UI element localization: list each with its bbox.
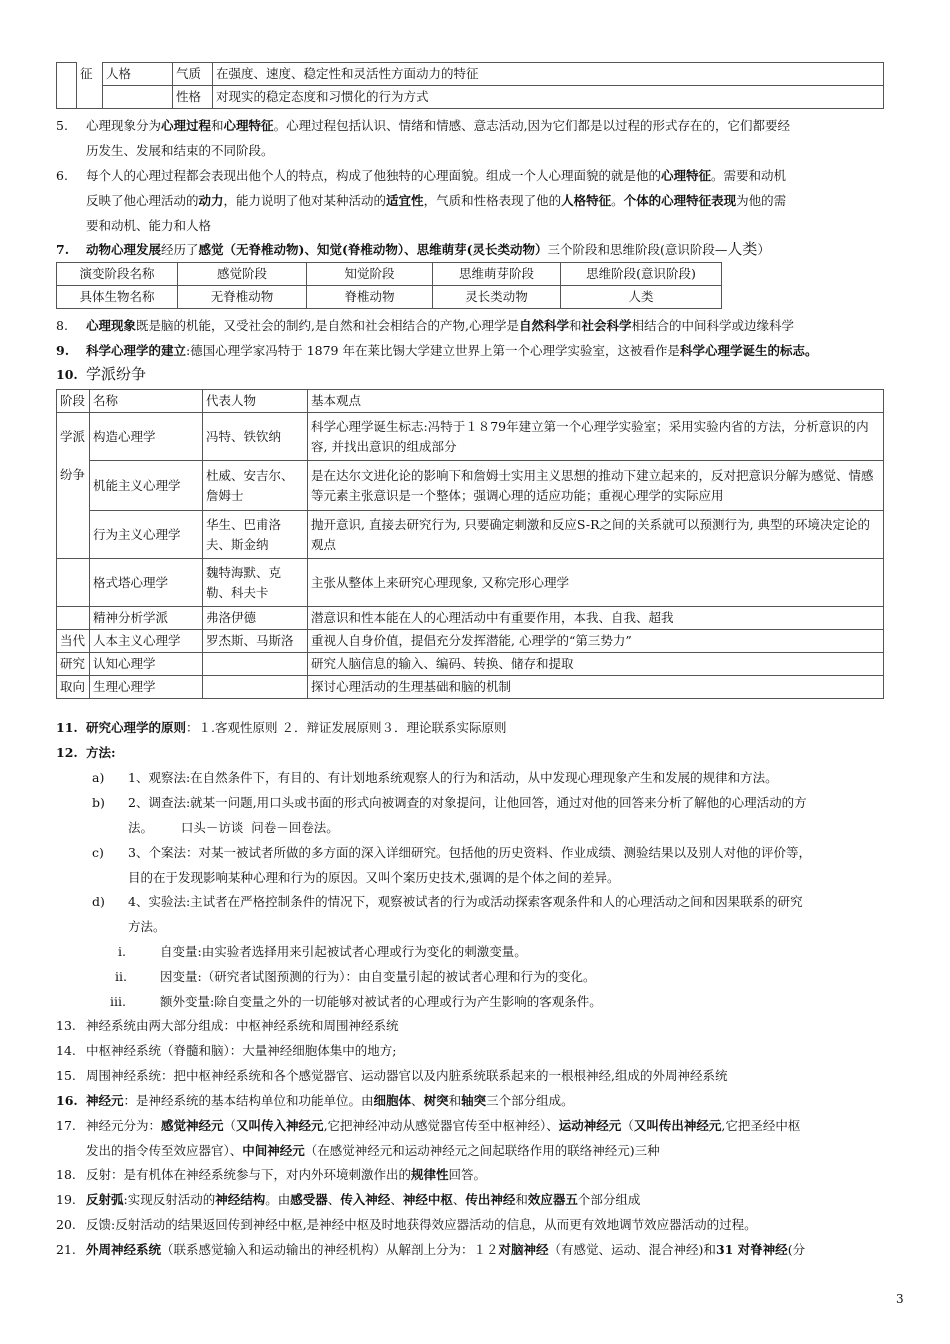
table-cell: [203, 676, 308, 699]
table-cell: 科学心理学诞生标志:冯特于１８79年建立第一个心理学实验室；采用实验内省的方法，分析意识的内容, 并找出意识的组成部分: [308, 413, 884, 461]
table-row: [57, 653, 884, 676]
table-cell: 征: [77, 63, 103, 109]
table-row: [57, 263, 722, 286]
table-cell: 机能主义心理学: [90, 461, 203, 511]
table-cell: 无脊椎动物: [178, 286, 307, 309]
method-item: b) 2、调查法:就某一问题,用口头或书面的形式向被调查的对象提问，让他回答，通过对他的回答来分析了解他的心理活动的方 法。 口头－访谈 问卷－回卷法。: [92, 795, 807, 835]
table-cell: 研究人脑信息的输入、编码、转换、储存和提取: [308, 653, 884, 676]
table-cell: 精神分析学派: [90, 607, 203, 630]
table-row: [57, 461, 884, 511]
list-item: 10. 学派纷争: [56, 365, 147, 383]
method-item: c) 3、个案法：对某一被试者所做的多方面的深入详细研究。包括他的历史资料、作业成绩、测验结果以及别人对他的评价等， 目的在于发现影响某种心理和行为的原因。又叫个案历史技术,强调的是个体之间的差异。: [92, 845, 811, 885]
list-item: 17. 神经元分为：感觉神经元（又叫传入神经元,它把神经冲动从感觉器官传至中枢神经）、运动神经元（又叫传出神经元,它把圣经中枢 发出的指令传至效应器官）、中间神经元（在感觉神经元和运动神经元之间起联络作用的联络神经元)三种: [56, 1118, 801, 1158]
stage-cell: 纷争: [57, 461, 90, 559]
stage-cell: 取向: [57, 676, 90, 699]
column-header: 阶段: [57, 390, 90, 413]
table-cell: 人类: [561, 286, 722, 309]
stage-cell: 研究: [57, 653, 90, 676]
table-cell: 潜意识和性本能在人的心理活动中有重要作用，本我、自我、超我: [308, 607, 884, 630]
table-cell: 生理心理学: [90, 676, 203, 699]
method-item: d) 4、实验法:主试者在严格控制条件的情况下，观察被试者的行为或活动探索客观条件和人的心理活动之间和因果联系的研究 方法。: [92, 894, 803, 934]
list-item: 15. 周围神经系统：把中枢神经系统和各个感觉器官、运动器官以及内脏系统联系起来的一根根神经,组成的外周神经系统: [56, 1068, 728, 1083]
evolution-table: [56, 262, 722, 309]
variable-item: i. 自变量:由实验者选择用来引起被试者心理或行为变化的刺激变量。: [118, 944, 527, 959]
table-cell: 对现实的稳定态度和习惯化的行为方式: [213, 86, 884, 109]
table-cell: 气质: [173, 63, 213, 86]
list-item: 13. 神经系统由两大部分组成：中枢神经系统和周围神经系统: [56, 1018, 399, 1033]
table-header-row: [57, 390, 884, 413]
list-item: 19. 反射弧:实现反射活动的神经结构。由感受器、传入神经、神经中枢、传出神经和效应器五个部分组成: [56, 1192, 641, 1207]
table-cell: 魏特海默、克勒、科夫卡: [203, 559, 308, 607]
table-cell: 是在达尔文进化论的影响下和詹姆士实用主义思想的推动下建立起来的，反对把意识分解为感觉、情感等元素主张意识是一个整体；强调心理的适应功能；重视心理学的实际应用: [308, 461, 884, 511]
table-cell: 性格: [173, 86, 213, 109]
table-row: [57, 86, 884, 109]
list-item: 11. 研究心理学的原则：１.客观性原则 ２．辩证发展原则３．理论联系实际原则: [56, 720, 507, 735]
table-cell: 罗杰斯、马斯洛: [203, 630, 308, 653]
table-cell: 人本主义心理学: [90, 630, 203, 653]
stage-cell: 学派: [57, 413, 90, 461]
table-cell: 知觉阶段: [307, 263, 433, 286]
table-row: [57, 511, 884, 559]
table-cell: 思维萌芽阶段: [433, 263, 561, 286]
list-item: 18. 反射：是有机体在神经系统参与下，对内外环境刺激作出的规律性回答。: [56, 1167, 487, 1182]
stage-cell: 当代: [57, 630, 90, 653]
list-item: 9. 科学心理学的建立:德国心理学家冯特于 1879 年在莱比锡大学建立世界上第一个心理学实验室，这被看作是科学心理学诞生的标志。: [56, 343, 818, 358]
list-item: 8. 心理现象既是脑的机能，又受社会的制约,是自然和社会相结合的产物,心理学是自然科学和社会科学相结合的中间科学或边缘科学: [56, 318, 795, 333]
column-header: 名称: [90, 390, 203, 413]
list-item: 5. 心理现象分为心理过程和心理特征。心理过程包括认识、情绪和情感、意志活动,因为它们都是以过程的形式存在的，它们都要经 历发生、发展和结束的不同阶段。: [56, 118, 791, 158]
table-cell: 脊椎动物: [307, 286, 433, 309]
table-row: [57, 676, 884, 699]
column-header: 基本观点: [308, 390, 884, 413]
list-item: 7. 动物心理发展经历了感觉（无脊椎动物)、知觉(脊椎动物）、思维萌芽(灵长类动物）三个阶段和思维阶段(意识阶段—人类）: [56, 240, 770, 258]
list-item: 20. 反馈:反射活动的结果返回传到神经中枢,是神经中枢及时地获得效应器活动的信息，从而更有效地调节效应器活动的过程。: [56, 1217, 757, 1232]
table-row: [57, 559, 884, 607]
table-cell: 人格: [103, 63, 173, 86]
column-header: 代表人物: [203, 390, 308, 413]
list-item: 6. 每个人的心理过程都会表现出他个人的特点，构成了他独特的心理面貌。组成一个人心理面貌的就是他的心理特征。需要和动机 反映了他心理活动的动力，能力说明了他对某种活动的适宜性，气质和性格表现了他的人格特征。个体的心理特征表现为他的需 要和动机、能力和人格: [56, 168, 787, 233]
list-item: 21. 外周神经系统（联系感觉输入和运动输出的神经机构）从解剖上分为：１２对脑神经（有感觉、运动、混合神经)和31 对脊神经(分: [56, 1242, 806, 1257]
page-number: 3: [896, 1292, 904, 1306]
table-cell: 抛开意识, 直接去研究行为, 只要确定刺激和反应S-R之间的关系就可以预测行为, 典型的环境决定论的观点: [308, 511, 884, 559]
table-cell: 冯特、铁钦纳: [203, 413, 308, 461]
table-cell: 主张从整体上来研究心理现象, 又称完形心理学: [308, 559, 884, 607]
table-row: [57, 63, 884, 86]
list-item: 12. 方法:: [56, 745, 116, 760]
table-cell: 重视人自身价值，提倡充分发挥潜能, 心理学的“第三势力”: [308, 630, 884, 653]
table-cell: 杜威、安吉尔、詹姆士: [203, 461, 308, 511]
method-item: a) 1、观察法:在自然条件下，有目的、有计划地系统观察人的行为和活动，从中发现心理现象产生和发展的规律和方法。: [92, 770, 778, 785]
table-cell: 具体生物名称: [57, 286, 178, 309]
table-cell: 弗洛伊德: [203, 607, 308, 630]
list-item: 16. 神经元：是神经系统的基本结构单位和功能单位。由细胞体、树突和轴突三个部分组成。: [56, 1093, 574, 1108]
table-cell: [203, 653, 308, 676]
personality-table: [56, 62, 884, 109]
table-row: [57, 413, 884, 461]
table-cell: 灵长类动物: [433, 286, 561, 309]
schools-table: [56, 389, 884, 699]
variable-item: ii. 因变量:（研究者试图预测的行为）：由自变量引起的被试者心理和行为的变化。: [115, 969, 596, 984]
table-cell: 行为主义心理学: [90, 511, 203, 559]
table-cell: 演变阶段名称: [57, 263, 178, 286]
table-row: [57, 286, 722, 309]
table-row: [57, 630, 884, 653]
table-cell: 格式塔心理学: [90, 559, 203, 607]
variable-item: iii. 额外变量:除自变量之外的一切能够对被试者的心理或行为产生影响的客观条件。: [110, 994, 602, 1009]
table-cell: 思维阶段(意识阶段): [561, 263, 722, 286]
table-row: [57, 607, 884, 630]
table-cell: 感觉阶段: [178, 263, 307, 286]
table-cell: 在强度、速度、稳定性和灵活性方面动力的特征: [213, 63, 884, 86]
list-item: 14. 中枢神经系统（脊髓和脑）：大量神经细胞体集中的地方;: [56, 1043, 397, 1058]
table-cell: 构造心理学: [90, 413, 203, 461]
table-cell: 华生、巴甫洛夫、斯金纳: [203, 511, 308, 559]
table-cell: 探讨心理活动的生理基础和脑的机制: [308, 676, 884, 699]
table-cell: 认知心理学: [90, 653, 203, 676]
